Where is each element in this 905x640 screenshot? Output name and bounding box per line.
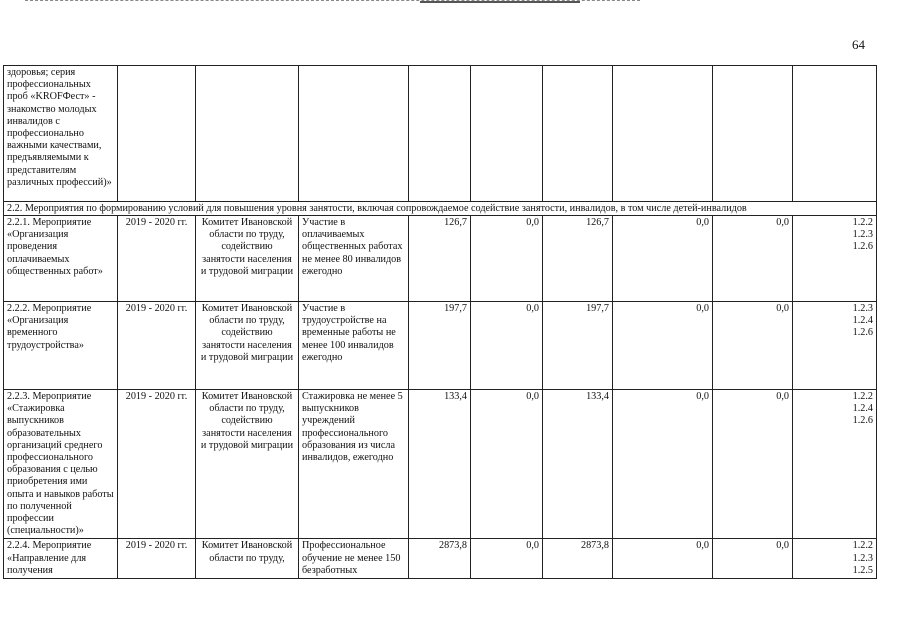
- measure-name-cell: 2.2.2. Мероприятие «Организация временного трудоустройства»: [4, 302, 118, 390]
- codes-cell: [793, 539, 877, 579]
- executor-cell: Комитет Ивановской области по труду, содействию занятости населения и трудовой миграции: [196, 216, 299, 302]
- table-row: [4, 302, 877, 390]
- empty-cell: [793, 66, 877, 202]
- period-cell: 2019 - 2020 гг.: [118, 216, 196, 302]
- value-cell-3: 0,0: [613, 390, 713, 539]
- empty-cell: [471, 66, 543, 202]
- table-row-continued: [4, 66, 877, 202]
- code-item: 1.2.4: [852, 403, 873, 415]
- total-cell: 126,7: [409, 216, 471, 302]
- page-number: 64: [852, 37, 865, 52]
- period-cell: 2019 - 2020 гг.: [118, 302, 196, 390]
- value-cell-3: 0,0: [613, 216, 713, 302]
- result-cell: Участие в оплачиваемых общественных работах не менее 80 инвалидов ежегодно: [299, 216, 409, 302]
- code-item: 1.2.2: [852, 391, 873, 402]
- code-item: 1.2.6: [852, 327, 873, 339]
- code-item: 1.2.6: [852, 415, 873, 427]
- total-cell: 133,4: [409, 390, 471, 539]
- value-cell-2: 133,4: [543, 390, 613, 539]
- executor-cell: Комитет Ивановской области по труду, содействию занятости населения и трудовой миграции: [196, 390, 299, 539]
- code-item: 1.2.2: [852, 217, 873, 228]
- value-cell-1: 0,0: [471, 390, 543, 539]
- table-row: [4, 390, 877, 539]
- scan-artifact-mark: [420, 1, 580, 3]
- code-item: 1.2.3: [852, 229, 873, 241]
- codes-cell: [793, 216, 877, 302]
- value-cell-4: 0,0: [713, 302, 793, 390]
- value-cell-3: 0,0: [613, 302, 713, 390]
- value-cell-1: 0,0: [471, 302, 543, 390]
- total-cell: 197,7: [409, 302, 471, 390]
- value-cell-4: 0,0: [713, 539, 793, 579]
- code-item: 1.2.3: [852, 552, 873, 564]
- empty-cell: [613, 66, 713, 202]
- value-cell-4: 0,0: [713, 216, 793, 302]
- measures-table: [3, 65, 877, 579]
- result-cell: Стажировка не менее 5 выпускников учреждений профессионального образования из числа инвалидов, ежегодно: [299, 390, 409, 539]
- empty-cell: [409, 66, 471, 202]
- empty-cell: [196, 66, 299, 202]
- value-cell-4: 0,0: [713, 390, 793, 539]
- section-title: 2.2. Мероприятия по формированию условий для повышения уровня занятости, включая сопровождаемое содействие занятости, инвалидов, в том числе детей-инвалидов: [4, 202, 877, 216]
- executor-cell: Комитет Ивановской области по труду, содействию занятости населения и трудовой миграции: [196, 302, 299, 390]
- empty-cell: [118, 66, 196, 202]
- code-item: 1.2.6: [852, 241, 873, 253]
- empty-cell: [543, 66, 613, 202]
- section-header-row: [4, 202, 877, 216]
- measure-name-cell: 2.2.3. Мероприятие «Стажировка выпускников образовательных организаций среднего профессионального образования с целью приобретения ими опыта и навыков работы по полученной профессии (специальности)»: [4, 390, 118, 539]
- codes-cell: [793, 302, 877, 390]
- period-cell: 2019 - 2020 гг.: [118, 390, 196, 539]
- code-item: 1.2.5: [852, 564, 873, 576]
- result-cell: Профессиональное обучение не менее 150 безработных: [299, 539, 409, 579]
- value-cell-3: 0,0: [613, 539, 713, 579]
- period-cell: 2019 - 2020 гг.: [118, 539, 196, 579]
- value-cell-2: 197,7: [543, 302, 613, 390]
- empty-cell: [713, 66, 793, 202]
- result-cell: Участие в трудоустройстве на временные работы не менее 100 инвалидов ежегодно: [299, 302, 409, 390]
- value-cell-1: 0,0: [471, 539, 543, 579]
- code-item: 1.2.4: [852, 315, 873, 327]
- value-cell-1: 0,0: [471, 216, 543, 302]
- measure-name-cell: 2.2.4. Мероприятие «Направление для получения: [4, 539, 118, 579]
- measure-name-cell: здоровья; серия профессиональных проб «KROFФест» - знакомство молодых инвалидов с профессионально важными качествами, предъявляемыми к представителям различных профессий)»: [4, 66, 118, 202]
- empty-cell: [299, 66, 409, 202]
- measure-name-cell: 2.2.1. Мероприятие «Организация проведения оплачиваемых общественных работ»: [4, 216, 118, 302]
- table-row: [4, 216, 877, 302]
- value-cell-2: 2873,8: [543, 539, 613, 579]
- value-cell-2: 126,7: [543, 216, 613, 302]
- code-item: 1.2.2: [852, 540, 873, 552]
- total-cell: 2873,8: [409, 539, 471, 579]
- executor-cell: Комитет Ивановской области по труду,: [196, 539, 299, 579]
- code-item: 1.2.3: [852, 303, 873, 314]
- codes-cell: [793, 390, 877, 539]
- table-row: [4, 539, 877, 579]
